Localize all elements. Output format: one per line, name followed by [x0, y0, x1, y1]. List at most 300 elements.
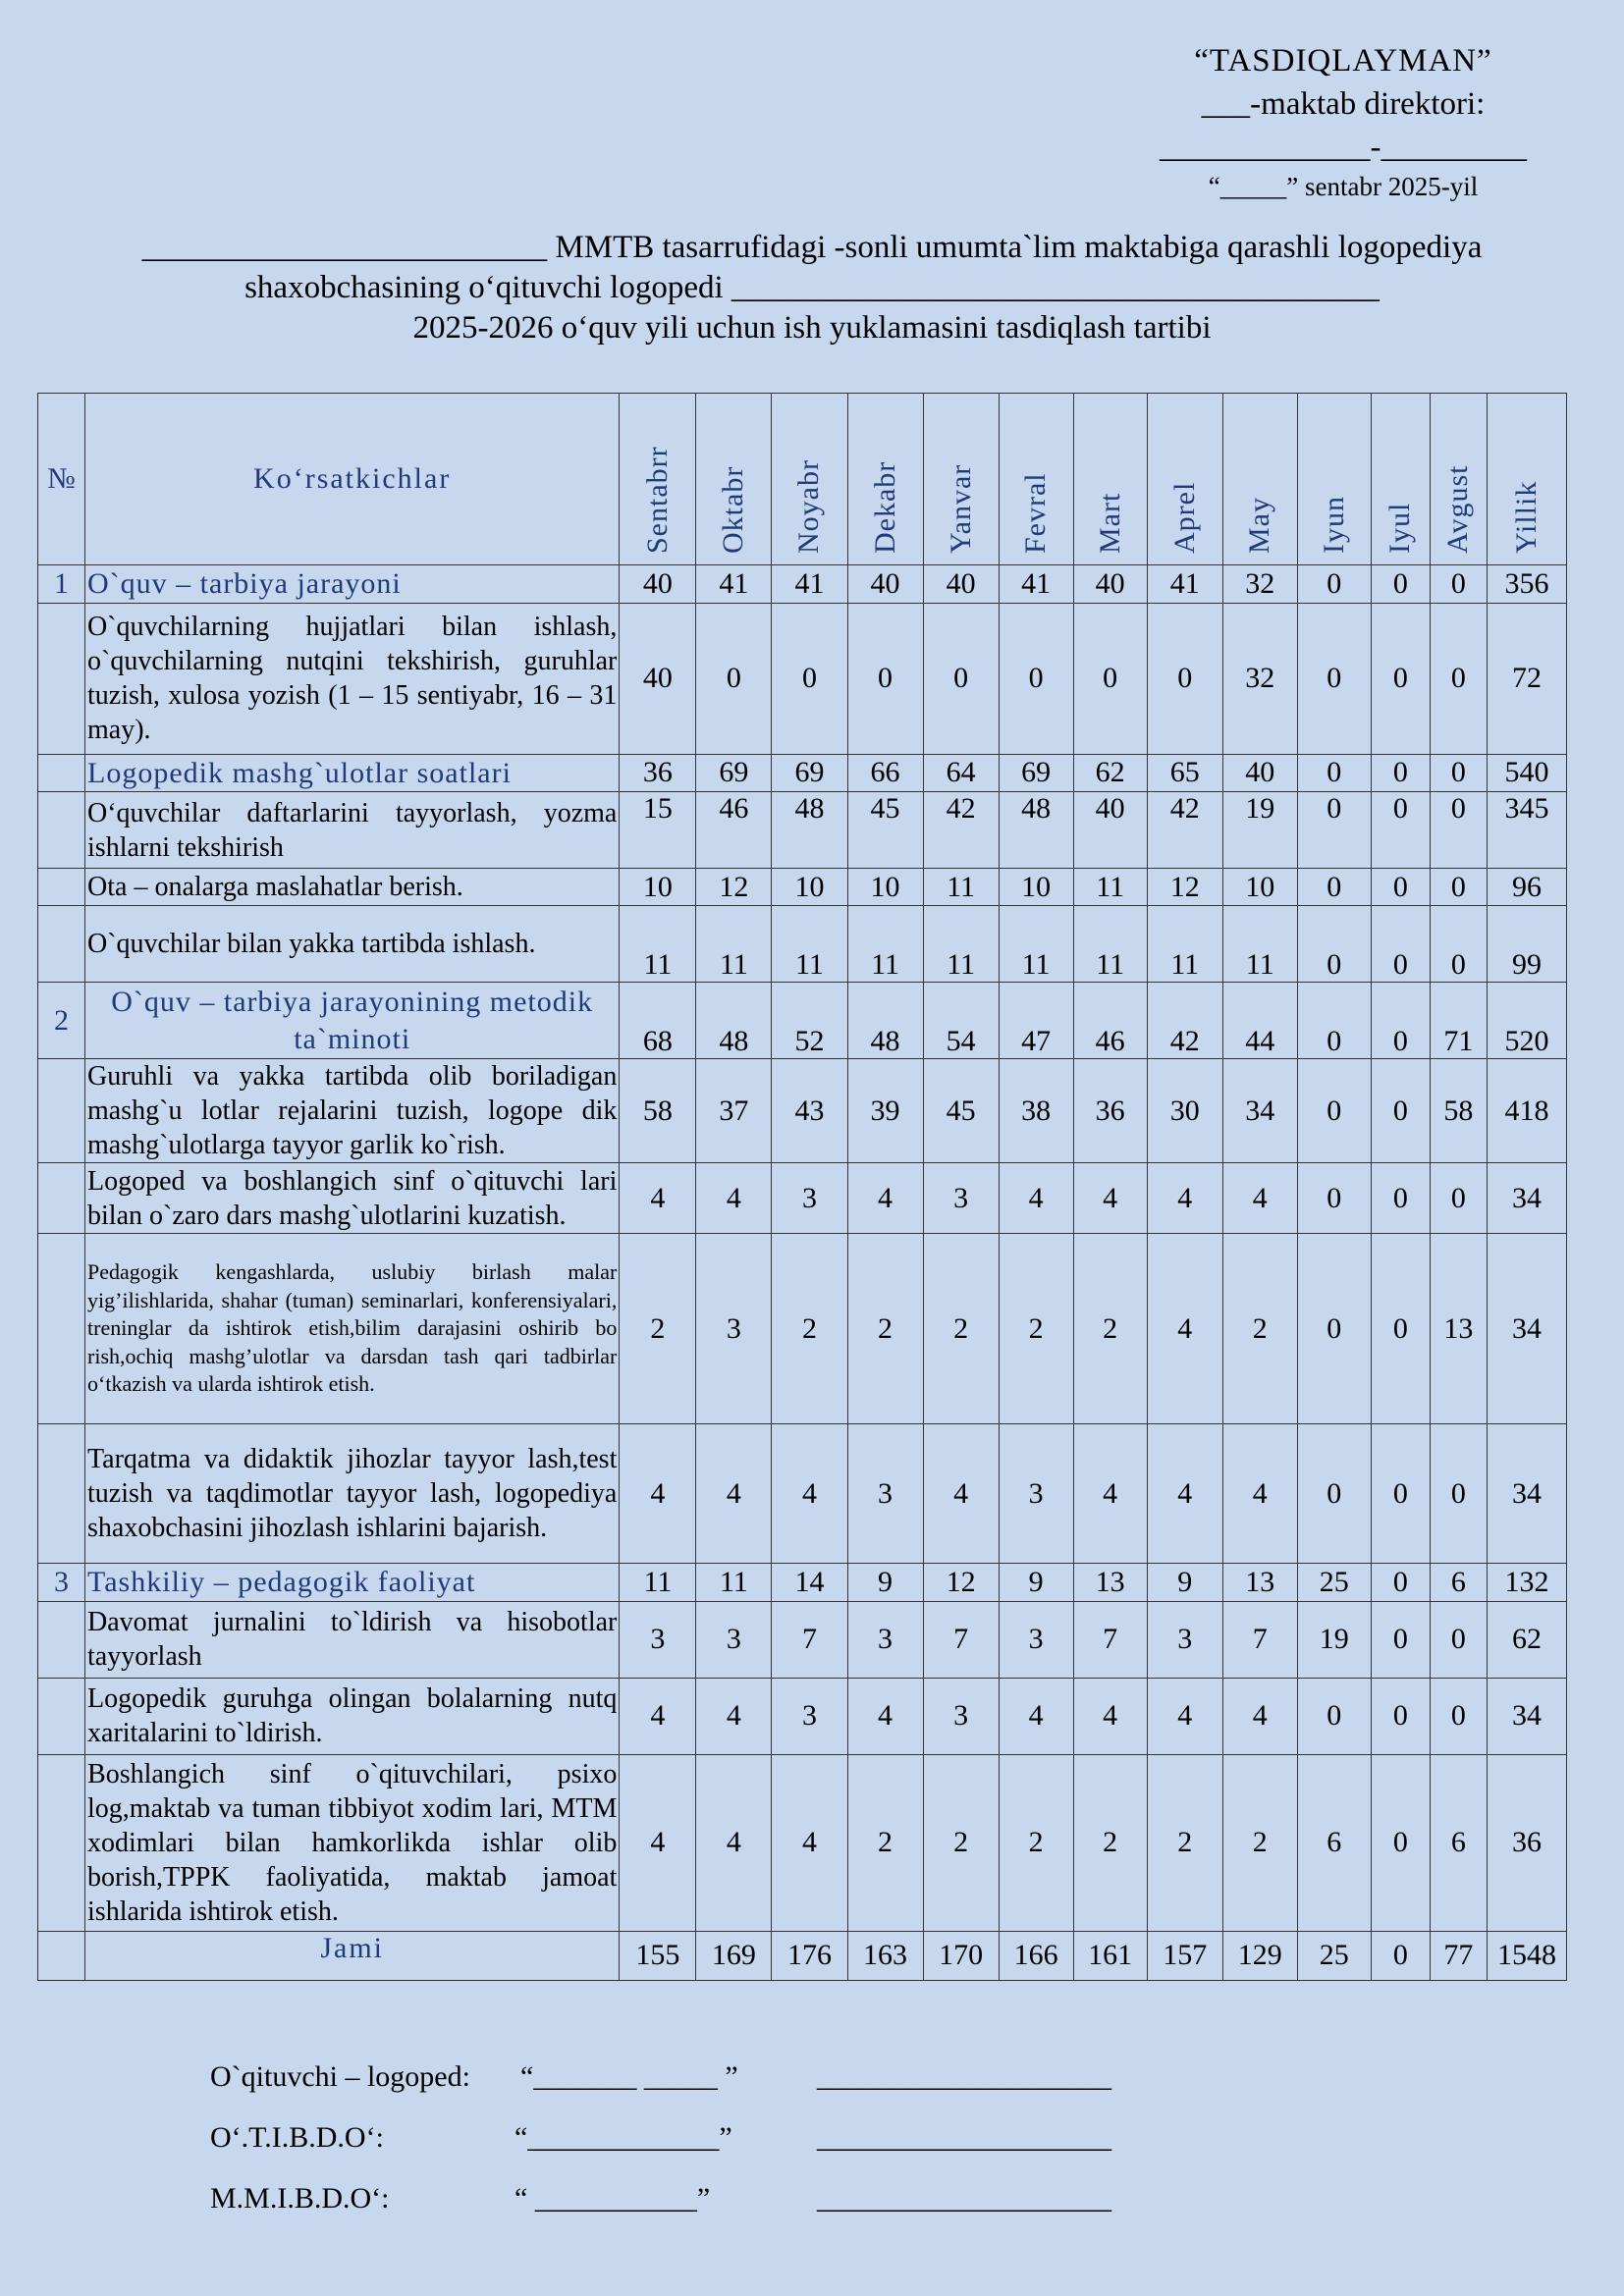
month-value-cell: 0 — [1371, 792, 1430, 869]
month-header-label: Avgust — [1441, 464, 1475, 554]
heading-line-1: _________________________ MMTB tasarrufidagi -sonli umumta`lim maktabiga qarashli logopediya — [141, 230, 1483, 265]
approval-date-line: “_____” sentabr 2025-yil — [1208, 172, 1479, 201]
name-blank: “ ___________” — [514, 2182, 711, 2215]
month-value-cell: 68 — [620, 983, 696, 1059]
month-value-cell: 3 — [772, 1163, 847, 1234]
month-value-cell: 44 — [1222, 983, 1297, 1059]
month-value-cell: 65 — [1147, 754, 1222, 792]
month-value-cell: 0 — [1297, 1163, 1371, 1234]
director-signature-line: _____________-_________ — [1160, 130, 1527, 165]
month-header — [620, 394, 696, 565]
indicator-header: Ko‘rsatkichlar — [85, 394, 620, 565]
month-value-cell: 69 — [772, 754, 847, 792]
month-value-cell: 2 — [923, 1754, 999, 1931]
month-value-cell: 37 — [696, 1059, 772, 1163]
month-value-cell: 4 — [1222, 1678, 1297, 1754]
month-value-cell: 36 — [620, 754, 696, 792]
month-value-cell: 14 — [772, 1564, 847, 1602]
month-header — [999, 394, 1073, 565]
month-value-cell: 3 — [923, 1163, 999, 1234]
month-value-cell: 11 — [1073, 906, 1147, 983]
month-value-cell: 42 — [923, 792, 999, 869]
signature-row — [210, 2179, 1192, 2240]
month-value-cell: 0 — [1297, 754, 1371, 792]
name-blank: “_______ _____ ” — [520, 2060, 738, 2093]
month-value-cell: 7 — [772, 1601, 847, 1678]
month-value-cell: 69 — [999, 754, 1073, 792]
month-value-cell: 30 — [1147, 1059, 1222, 1163]
month-value-cell: 4 — [923, 1424, 999, 1564]
total-value-cell: 0 — [1371, 1931, 1430, 1980]
month-value-cell: 36 — [1073, 1059, 1147, 1163]
month-value-cell: 10 — [772, 869, 847, 906]
month-value-cell: 0 — [1371, 1163, 1430, 1234]
month-value-cell: 43 — [772, 1059, 847, 1163]
row-number — [38, 1754, 85, 1931]
month-value-cell: 0 — [1371, 1678, 1430, 1754]
month-value-cell: 7 — [1222, 1601, 1297, 1678]
month-value-cell: 41 — [696, 565, 772, 604]
month-value-cell: 12 — [696, 869, 772, 906]
month-value-cell: 11 — [923, 869, 999, 906]
month-value-cell: 0 — [1430, 603, 1487, 754]
row-number — [38, 1601, 85, 1678]
indicator-label: Ota – onalarga maslahatlar berish. — [85, 869, 620, 906]
table-row — [38, 1163, 1567, 1234]
month-value-cell: 42 — [1147, 792, 1222, 869]
month-value-cell: 0 — [1371, 983, 1430, 1059]
month-value-cell: 4 — [772, 1424, 847, 1564]
month-value-cell: 40 — [1222, 754, 1297, 792]
month-value-cell: 4 — [772, 1754, 847, 1931]
indicator-label: O`quvchilar bilan yakka tartibda ishlash. — [85, 906, 620, 983]
section-label: O`quv – tarbiya jarayonining metodik ta`minoti — [85, 983, 620, 1059]
month-value-cell: 2 — [772, 1234, 847, 1424]
yearly-total-cell: 345 — [1487, 792, 1566, 869]
month-value-cell: 54 — [923, 983, 999, 1059]
month-value-cell: 0 — [1371, 906, 1430, 983]
month-value-cell: 10 — [1222, 869, 1297, 906]
yearly-total-cell: 96 — [1487, 869, 1566, 906]
row-number — [38, 869, 85, 906]
month-value-cell: 66 — [847, 754, 923, 792]
section-label: Logopedik mashg`ulotlar soatlari — [85, 754, 620, 792]
month-value-cell: 40 — [620, 603, 696, 754]
row-number — [38, 754, 85, 792]
month-value-cell: 40 — [620, 565, 696, 604]
document-heading — [39, 228, 1585, 348]
month-value-cell: 4 — [847, 1163, 923, 1234]
month-value-cell: 11 — [620, 906, 696, 983]
month-value-cell: 45 — [847, 792, 923, 869]
month-value-cell: 2 — [847, 1754, 923, 1931]
month-value-cell: 48 — [772, 792, 847, 869]
month-value-cell: 4 — [1073, 1163, 1147, 1234]
month-value-cell: 2 — [999, 1754, 1073, 1931]
row-number — [38, 1424, 85, 1564]
month-header-label: Fevral — [1019, 472, 1053, 554]
month-header-label: May — [1243, 497, 1276, 554]
month-value-cell: 2 — [847, 1234, 923, 1424]
month-value-cell: 6 — [1297, 1754, 1371, 1931]
month-header — [1430, 394, 1487, 565]
month-value-cell: 38 — [999, 1059, 1073, 1163]
yearly-total-cell: 418 — [1487, 1059, 1566, 1163]
month-value-cell: 6 — [1430, 1754, 1487, 1931]
month-value-cell: 0 — [1371, 869, 1430, 906]
month-value-cell: 4 — [620, 1754, 696, 1931]
table-row — [38, 1059, 1567, 1163]
month-header-label: Yanvar — [944, 463, 977, 554]
month-value-cell: 0 — [1073, 603, 1147, 754]
month-value-cell: 6 — [1430, 1564, 1487, 1602]
month-value-cell: 0 — [847, 603, 923, 754]
month-value-cell: 0 — [1371, 1059, 1430, 1163]
month-value-cell: 69 — [696, 754, 772, 792]
signature-blank: ____________________ — [817, 2182, 1111, 2215]
month-value-cell: 13 — [1222, 1564, 1297, 1602]
month-value-cell: 48 — [999, 792, 1073, 869]
month-value-cell: 0 — [1371, 1234, 1430, 1424]
month-value-cell: 0 — [1371, 1601, 1430, 1678]
month-value-cell: 0 — [1297, 869, 1371, 906]
section-row — [38, 1564, 1567, 1602]
month-value-cell: 46 — [1073, 983, 1147, 1059]
month-header — [1073, 394, 1147, 565]
table-row — [38, 1234, 1567, 1424]
month-value-cell: 40 — [1073, 565, 1147, 604]
month-value-cell: 0 — [1430, 869, 1487, 906]
indicator-label: Guruhli va yakka tartibda olib boriladigan mashg`u lotlar rejalarini tuzish, logope dik mashg`ulotlarga tayyor garlik ko`rish. — [85, 1059, 620, 1163]
month-value-cell: 4 — [1222, 1163, 1297, 1234]
month-value-cell: 11 — [1222, 906, 1297, 983]
row-number — [38, 1234, 85, 1424]
table-row — [38, 792, 1567, 869]
month-value-cell: 32 — [1222, 603, 1297, 754]
total-value-cell: 25 — [1297, 1931, 1371, 1980]
month-value-cell: 11 — [772, 906, 847, 983]
month-header — [1487, 394, 1566, 565]
month-value-cell: 2 — [1147, 1754, 1222, 1931]
section-label: Tashkiliy – pedagogik faoliyat — [85, 1564, 620, 1602]
row-number — [38, 603, 85, 754]
total-row-number — [38, 1931, 85, 1980]
indicator-label: O‘quvchilar daftarlarini tayyorlash, yozma ishlarni tekshirish — [85, 792, 620, 869]
indicator-label: Logoped va boshlangich sinf o`qituvchi lari bilan o`zaro dars mashg`ulotlarini kuzatish. — [85, 1163, 620, 1234]
month-value-cell: 40 — [847, 565, 923, 604]
month-header — [1371, 394, 1430, 565]
month-value-cell: 19 — [1222, 792, 1297, 869]
month-value-cell: 0 — [1430, 1163, 1487, 1234]
row-number — [38, 906, 85, 983]
month-header-label: Iyun — [1317, 496, 1350, 554]
section-label: O`quv – tarbiya jarayoni — [85, 565, 620, 604]
month-value-cell: 9 — [999, 1564, 1073, 1602]
month-value-cell: 11 — [999, 906, 1073, 983]
month-value-cell: 4 — [999, 1163, 1073, 1234]
month-header-label: Mart — [1093, 492, 1126, 554]
month-value-cell: 3 — [620, 1601, 696, 1678]
month-header — [923, 394, 999, 565]
month-value-cell: 48 — [696, 983, 772, 1059]
month-value-cell: 4 — [1073, 1678, 1147, 1754]
month-value-cell: 2 — [1073, 1234, 1147, 1424]
table-row — [38, 603, 1567, 754]
month-value-cell: 12 — [923, 1564, 999, 1602]
row-number — [38, 1059, 85, 1163]
month-value-cell: 2 — [999, 1234, 1073, 1424]
total-value-cell: 176 — [772, 1931, 847, 1980]
month-value-cell: 4 — [1147, 1234, 1222, 1424]
month-value-cell: 41 — [1147, 565, 1222, 604]
name-blank: “_____________” — [514, 2121, 732, 2154]
month-value-cell: 0 — [923, 603, 999, 754]
month-value-cell: 4 — [1147, 1678, 1222, 1754]
total-value-cell: 157 — [1147, 1931, 1222, 1980]
indicator-label: Pedagogik kengashlarda, uslubiy birlash malar yig’ilishlarida, shahar (tuman) seminarlari, konferensiyalari, treninglar da ishtirok etish,bilim darajasini oshirib bo rish,ochiq mashg’ulotlar va darsdan tash qari tadbirlar o‘tkazish va ularda ishtirok etish. — [85, 1234, 620, 1424]
month-value-cell: 0 — [1430, 1601, 1487, 1678]
month-value-cell: 42 — [1147, 983, 1222, 1059]
month-value-cell: 0 — [1430, 565, 1487, 604]
month-value-cell: 25 — [1297, 1564, 1371, 1602]
month-value-cell: 11 — [847, 906, 923, 983]
month-value-cell: 11 — [696, 1564, 772, 1602]
month-value-cell: 0 — [1297, 565, 1371, 604]
yearly-total-cell: 62 — [1487, 1601, 1566, 1678]
month-header-label: Yillik — [1509, 480, 1543, 554]
total-value-cell: 129 — [1222, 1931, 1297, 1980]
month-value-cell: 7 — [1073, 1601, 1147, 1678]
month-value-cell: 15 — [620, 792, 696, 869]
total-value-cell: 163 — [847, 1931, 923, 1980]
month-value-cell: 40 — [1073, 792, 1147, 869]
month-header — [772, 394, 847, 565]
month-value-cell: 4 — [847, 1678, 923, 1754]
month-value-cell: 48 — [847, 983, 923, 1059]
month-value-cell: 4 — [696, 1163, 772, 1234]
month-value-cell: 3 — [772, 1678, 847, 1754]
month-value-cell: 11 — [1147, 906, 1222, 983]
section-row — [38, 754, 1567, 792]
month-value-cell: 0 — [1430, 754, 1487, 792]
month-value-cell: 0 — [1297, 1678, 1371, 1754]
total-row — [38, 1931, 1567, 1980]
month-value-cell: 4 — [696, 1754, 772, 1931]
yearly-total-cell: 34 — [1487, 1163, 1566, 1234]
approval-title: “TASDIQLAYMAN” — [1194, 43, 1492, 79]
yearly-total-cell: 34 — [1487, 1424, 1566, 1564]
approval-block — [1137, 39, 1549, 204]
indicator-label: Tarqatma va didaktik jihozlar tayyor lash,test tuzish va taqdimotlar tayyor lash, logopediya shaxobchasini jihozlash ishlarini bajarish. — [85, 1424, 620, 1564]
month-value-cell: 40 — [923, 565, 999, 604]
month-value-cell: 62 — [1073, 754, 1147, 792]
month-value-cell: 52 — [772, 983, 847, 1059]
month-value-cell: 11 — [620, 1564, 696, 1602]
month-header-label: Sentabrr — [640, 446, 674, 554]
month-value-cell: 11 — [923, 906, 999, 983]
signatory-label: O‘.T.I.B.D.O‘: — [210, 2121, 384, 2154]
month-value-cell: 34 — [1222, 1059, 1297, 1163]
total-value-cell: 1548 — [1487, 1931, 1566, 1980]
month-value-cell: 0 — [1297, 1424, 1371, 1564]
yearly-total-cell: 99 — [1487, 906, 1566, 983]
month-value-cell: 0 — [1430, 1678, 1487, 1754]
month-value-cell: 2 — [1222, 1754, 1297, 1931]
total-value-cell: 166 — [999, 1931, 1073, 1980]
month-value-cell: 4 — [696, 1424, 772, 1564]
month-value-cell: 0 — [1371, 1424, 1430, 1564]
row-number: 3 — [38, 1564, 85, 1602]
month-value-cell: 4 — [999, 1678, 1073, 1754]
total-value-cell: 77 — [1430, 1931, 1487, 1980]
month-value-cell: 4 — [696, 1678, 772, 1754]
month-value-cell: 4 — [1147, 1163, 1222, 1234]
month-value-cell: 0 — [1297, 906, 1371, 983]
month-value-cell: 2 — [620, 1234, 696, 1424]
month-value-cell: 2 — [923, 1234, 999, 1424]
director-line: ___-maktab direktori: — [1201, 86, 1486, 122]
table-row — [38, 1601, 1567, 1678]
month-value-cell: 0 — [1430, 792, 1487, 869]
month-value-cell: 41 — [772, 565, 847, 604]
yearly-total-cell: 72 — [1487, 603, 1566, 754]
month-value-cell: 0 — [1371, 754, 1430, 792]
month-header — [1222, 394, 1297, 565]
month-value-cell: 11 — [696, 906, 772, 983]
heading-line-2: shaxobchasining o‘qituvchi logopedi ________________________________________ — [244, 270, 1380, 305]
total-value-cell: 155 — [620, 1931, 696, 1980]
signature-blank: ____________________ — [817, 2060, 1111, 2093]
month-value-cell: 4 — [1073, 1424, 1147, 1564]
yearly-total-cell: 36 — [1487, 1754, 1566, 1931]
table-row — [38, 906, 1567, 983]
month-value-cell: 0 — [696, 603, 772, 754]
month-value-cell: 0 — [1297, 983, 1371, 1059]
signatory-label: M.M.I.B.D.O‘: — [210, 2182, 390, 2215]
yearly-total-cell: 34 — [1487, 1234, 1566, 1424]
month-value-cell: 45 — [923, 1059, 999, 1163]
total-value-cell: 170 — [923, 1931, 999, 1980]
month-value-cell: 46 — [696, 792, 772, 869]
total-label: Jami — [85, 1931, 620, 1980]
month-value-cell: 10 — [847, 869, 923, 906]
month-value-cell: 0 — [1371, 1564, 1430, 1602]
row-number: 1 — [38, 565, 85, 604]
month-value-cell: 0 — [772, 603, 847, 754]
row-number: 2 — [38, 983, 85, 1059]
total-value-cell: 161 — [1073, 1931, 1147, 1980]
month-value-cell: 3 — [847, 1424, 923, 1564]
table-row — [38, 869, 1567, 906]
yearly-total-cell: 34 — [1487, 1678, 1566, 1754]
signature-row — [210, 2118, 1192, 2179]
signatory-label: O`qituvchi – logoped: — [210, 2060, 470, 2093]
month-value-cell: 0 — [1147, 603, 1222, 754]
signature-footer — [210, 2057, 1192, 2240]
yearly-total-cell: 520 — [1487, 983, 1566, 1059]
month-value-cell: 0 — [1371, 1754, 1430, 1931]
month-header — [847, 394, 923, 565]
month-value-cell: 0 — [1297, 1234, 1371, 1424]
indicator-label: Logopedik guruhga olingan bolalarning nutq xaritalarini to`ldirish. — [85, 1678, 620, 1754]
row-number — [38, 1678, 85, 1754]
table-row — [38, 1678, 1567, 1754]
month-value-cell: 0 — [1371, 565, 1430, 604]
month-header-label: Oktabr — [717, 465, 750, 554]
table-header-row — [38, 394, 1567, 565]
month-header — [1297, 394, 1371, 565]
month-value-cell: 32 — [1222, 565, 1297, 604]
signature-row — [210, 2057, 1192, 2118]
indicator-label: Boshlangich sinf o`qituvchilari, psixo log,maktab va tuman tibbiyot xodim lari, MTM xodimlari bilan hamkorlikda ishlar olib borish,TPPK faoliyatida, maktab jamoat ishlarida ishtirok etish. — [85, 1754, 620, 1931]
section-row — [38, 983, 1567, 1059]
month-value-cell: 64 — [923, 754, 999, 792]
yearly-total-cell: 356 — [1487, 565, 1566, 604]
row-number — [38, 792, 85, 869]
month-header-label: Aprel — [1167, 481, 1201, 554]
section-row — [38, 565, 1567, 604]
month-value-cell: 4 — [620, 1163, 696, 1234]
month-value-cell: 3 — [999, 1424, 1073, 1564]
month-value-cell: 4 — [620, 1424, 696, 1564]
month-value-cell: 0 — [1297, 603, 1371, 754]
month-value-cell: 0 — [1371, 603, 1430, 754]
month-value-cell: 3 — [1147, 1601, 1222, 1678]
month-value-cell: 39 — [847, 1059, 923, 1163]
table-row — [38, 1754, 1567, 1931]
month-header — [696, 394, 772, 565]
month-value-cell: 11 — [1073, 869, 1147, 906]
month-value-cell: 3 — [696, 1601, 772, 1678]
month-value-cell: 71 — [1430, 983, 1487, 1059]
indicator-label: O`quvchilarning hujjatlari bilan ishlash, o`quvchilarning nutqini tekshirish, guruhlar tuzish, xulosa yozish (1 – 15 sentiyabr, 16 – 31 may). — [85, 603, 620, 754]
month-header-label: Dekabr — [868, 460, 901, 554]
month-value-cell: 4 — [1222, 1424, 1297, 1564]
signature-blank: ____________________ — [817, 2121, 1111, 2154]
month-value-cell: 3 — [847, 1601, 923, 1678]
row-number — [38, 1163, 85, 1234]
month-value-cell: 58 — [620, 1059, 696, 1163]
month-value-cell: 12 — [1147, 869, 1222, 906]
month-value-cell: 10 — [999, 869, 1073, 906]
total-value-cell: 169 — [696, 1931, 772, 1980]
month-value-cell: 10 — [620, 869, 696, 906]
month-value-cell: 2 — [1073, 1754, 1147, 1931]
month-value-cell: 3 — [923, 1678, 999, 1754]
indicator-label: Davomat jurnalini to`ldirish va hisobotlar tayyorlash — [85, 1601, 620, 1678]
month-value-cell: 2 — [1222, 1234, 1297, 1424]
yearly-total-cell: 132 — [1487, 1564, 1566, 1602]
month-value-cell: 0 — [1430, 1424, 1487, 1564]
month-value-cell: 0 — [1297, 1059, 1371, 1163]
month-value-cell: 0 — [1297, 792, 1371, 869]
yearly-total-cell: 540 — [1487, 754, 1566, 792]
month-value-cell: 0 — [1430, 906, 1487, 983]
month-value-cell: 4 — [620, 1678, 696, 1754]
table-body — [38, 565, 1567, 1981]
workload-table — [37, 393, 1567, 1981]
month-header-label: Iyul — [1383, 502, 1417, 554]
month-value-cell: 3 — [999, 1601, 1073, 1678]
month-value-cell: 9 — [1147, 1564, 1222, 1602]
month-value-cell: 9 — [847, 1564, 923, 1602]
month-value-cell: 13 — [1073, 1564, 1147, 1602]
month-value-cell: 19 — [1297, 1601, 1371, 1678]
month-value-cell: 4 — [1147, 1424, 1222, 1564]
month-header-label: Noyabr — [792, 459, 826, 554]
heading-line-3: 2025-2026 o‘quv yili uchun ish yuklamasini tasdiqlash tartibi — [412, 310, 1212, 346]
month-value-cell: 41 — [999, 565, 1073, 604]
